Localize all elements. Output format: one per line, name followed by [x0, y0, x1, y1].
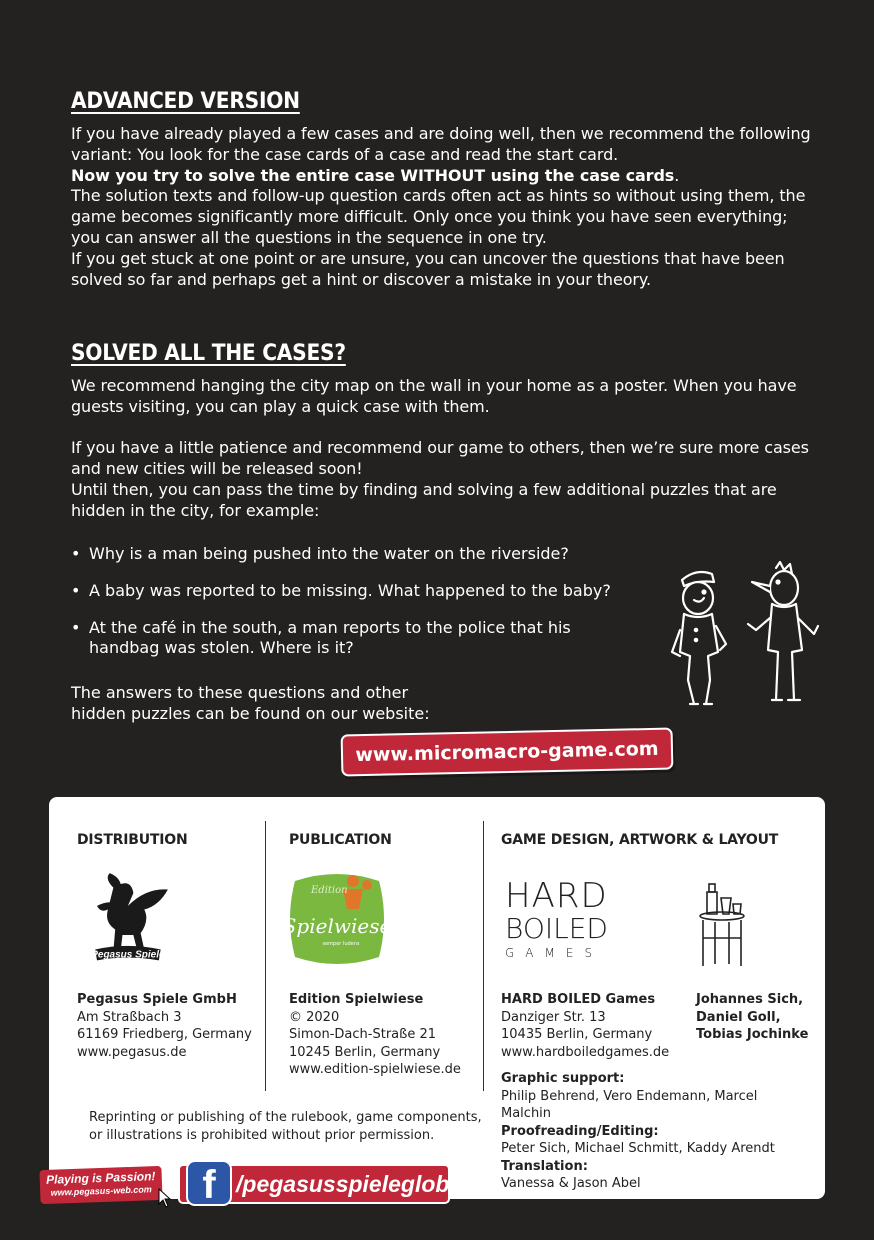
table-with-bottles-icon: [697, 877, 747, 969]
advanced-section: [71, 86, 811, 290]
designer-name: Johannes Sich,: [696, 992, 804, 1007]
facebook-icon: f: [186, 1160, 232, 1206]
design-info: [501, 991, 691, 1061]
design-title: GAME DESIGN, ARTWORK & LAYOUT: [501, 832, 779, 848]
spielwiese-logo: [282, 867, 392, 971]
divider: [265, 821, 266, 1091]
hardboiled-l1: HARD: [505, 876, 608, 916]
hardboiled-logo: [505, 876, 608, 961]
distribution-line: 61169 Friedberg, Germany: [77, 1027, 252, 1042]
advanced-p1-bold: Now you try to solve the entire case WITHOUT using the case cards: [71, 165, 675, 185]
graphic-label: Graphic support:: [501, 1071, 625, 1086]
list-item: • Why is a man being pushed into the water on the riverside?: [71, 544, 631, 565]
passion-slogan: Playing is Passion!: [45, 1169, 156, 1187]
distribution-info: [77, 991, 257, 1061]
support-info: [501, 1070, 811, 1193]
publication-title: PUBLICATION: [289, 832, 392, 848]
publication-link[interactable]: www.edition-spielwiese.de: [289, 1062, 461, 1077]
answers-text: [71, 683, 471, 725]
playing-is-passion-badge[interactable]: [39, 1166, 162, 1204]
divider: [483, 821, 484, 1091]
spielwiese-top: Edition: [311, 885, 348, 896]
copyright-notice: [89, 1109, 489, 1144]
proof-names: Peter Sich, Michael Schmitt, Kaddy Arendt: [501, 1141, 775, 1156]
notice-line-1: Reprinting or publishing of the rulebook, game components,: [89, 1110, 482, 1125]
distribution-company: Pegasus Spiele GmbH: [77, 992, 237, 1007]
solved-section: [71, 338, 811, 522]
detectives-illustration: [668, 560, 828, 710]
designer-name: Tobias Jochinke: [696, 1027, 809, 1042]
distribution-title: DISTRIBUTION: [77, 832, 188, 848]
graphic-names: Philip Behrend, Vero Endemann, Marcel Malchin: [501, 1088, 758, 1121]
distribution-link[interactable]: www.pegasus.de: [77, 1044, 187, 1060]
publication-line: Simon-Dach-Straße 21: [289, 1027, 436, 1042]
design-company: HARD BOILED Games: [501, 992, 656, 1007]
website-link[interactable]: www.micromacro-game.com: [341, 728, 674, 777]
publication-company: Edition Spielwiese: [289, 992, 424, 1007]
hardboiled-l2: BOILED: [505, 912, 608, 945]
distribution-line: Am Straßbach 3: [77, 1009, 182, 1025]
advanced-title: ADVANCED VERSION: [71, 89, 300, 114]
facebook-link[interactable]: /pegasusspieleglobal: [178, 1164, 450, 1204]
design-line: 10435 Berlin, Germany: [501, 1027, 653, 1042]
advanced-paragraph: [71, 124, 811, 290]
cursor-icon: [158, 1188, 172, 1208]
list-item: • A baby was reported to be missing. What happened to the baby?: [71, 581, 631, 602]
list-item: • At the café in the south, a man reports to the police that his handbag was stolen. Where is it?: [71, 618, 591, 660]
advanced-p3: If you get stuck at one point or are unsure, you can uncover the questions that have been solved so far and perhaps get a hint or discover a mistake in your theory.: [71, 248, 785, 289]
publication-line: 10245 Berlin, Germany: [289, 1044, 441, 1060]
passion-url: www.pegasus-web.com: [50, 1184, 152, 1198]
puzzle-list: [71, 544, 631, 675]
solved-p1: We recommend hanging the city map on the wall in your home as a poster. When you have guests visiting, you can play a quick case with them.: [71, 376, 797, 416]
pegasus-logo-text: Pegasus Spiele: [91, 949, 165, 961]
notice-line-2: or illustrations is prohibited without prior permission.: [89, 1127, 435, 1143]
advanced-p1-end: .: [674, 165, 680, 185]
translation-label: Translation:: [501, 1158, 588, 1174]
answers-line-1: The answers to these questions and other: [71, 683, 409, 702]
pegasus-logo: [77, 862, 177, 977]
design-people: [696, 991, 816, 1044]
solved-p2: [71, 438, 811, 521]
publication-line: © 2020: [289, 1009, 340, 1025]
proof-label: Proofreading/Editing:: [501, 1123, 659, 1139]
solved-p2-text: If you have a little patience and recommend our game to others, then we’re sure more cases and new cities will be released soon!: [71, 438, 809, 479]
advanced-p1: If you have already played a few cases and are doing well, then we recommend the following variant: You look for the case cards of a case and read the start card.: [71, 124, 811, 164]
spielwiese-sub: semper ludens: [322, 941, 360, 947]
designer-name: Daniel Goll,: [696, 1009, 781, 1025]
design-line: Danziger Str. 13: [501, 1009, 606, 1025]
hardboiled-l3: GAMES: [505, 946, 604, 960]
answers-line-2: hidden puzzles can be found on our website:: [71, 703, 430, 723]
solved-p3-text: Until then, you can pass the time by finding and solving a few additional puzzles that are hidden in the city, for example:: [71, 479, 777, 520]
advanced-p2: The solution texts and follow-up question cards often act as hints so without using them, the game becomes significantly more difficult. Only once you think you have seen everything; you can answer all the questions in the sequence in one try.: [71, 186, 806, 247]
credits-panel: [49, 797, 825, 1199]
publication-info: [289, 991, 489, 1079]
spielwiese-main: Spielwiese: [282, 914, 392, 938]
solved-title: SOLVED ALL THE CASES?: [71, 341, 346, 366]
design-link[interactable]: www.hardboiledgames.de: [501, 1044, 670, 1060]
translation-names: Vanessa & Jason Abel: [501, 1176, 641, 1191]
